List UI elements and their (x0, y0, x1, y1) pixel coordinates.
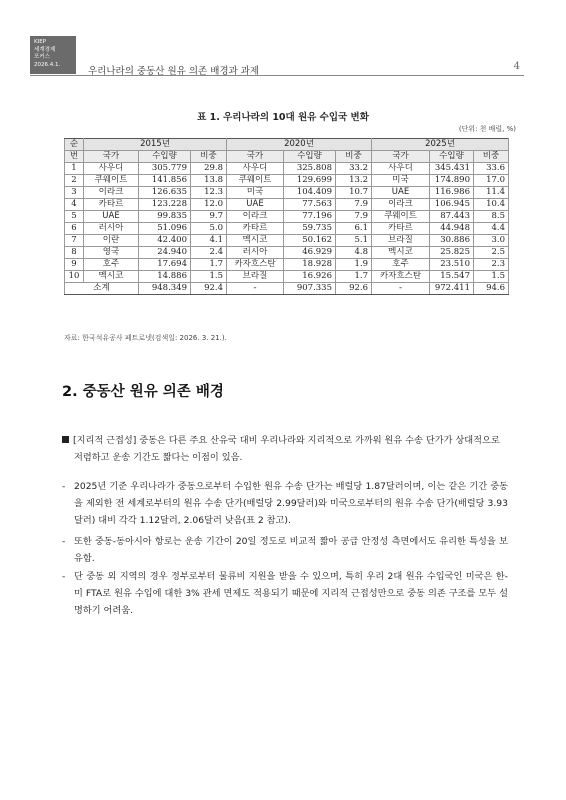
cell-share: 1.7 (191, 259, 227, 271)
cell-country: 호주 (372, 259, 430, 271)
cell-country: 카타르 (227, 223, 284, 235)
cell-rank: 10 (65, 271, 84, 283)
cell-volume: 44.948 (430, 223, 474, 235)
cell-rank: 5 (65, 211, 84, 223)
cell-share: 6.1 (336, 223, 372, 235)
table-row (65, 199, 509, 211)
table-row-total (65, 283, 509, 295)
cell-country: 멕시코 (372, 247, 430, 259)
publication-badge (30, 36, 76, 74)
cell-volume: 59.735 (284, 223, 336, 235)
cell-country: 미국 (227, 187, 284, 199)
cell-rank: 1 (65, 163, 84, 175)
cell-volume: 51.096 (139, 223, 191, 235)
dash-marker: - (62, 536, 66, 547)
cell-country: 쿠웨이트 (372, 211, 430, 223)
cell-share: 13.8 (191, 175, 227, 187)
cell-volume: 174.890 (430, 175, 474, 187)
cell-country: 브라질 (227, 271, 284, 283)
cell-share: 9.7 (191, 211, 227, 223)
bullet-text: 2025년 기준 우리나라가 중동으로부터 수입한 원유 수송 단가는 배럴당 1.87달러이며, 이는 같은 기간 중동을 제외한 전 세계로부터의 원유 수송 단가(배럴당 2.99달러)와 미국으로부터의 원유 수송 단가(배럴당 3.93 달러) 대비 각각 1.12달러, 2.06달러 낮음(표 2 참고). (74, 481, 508, 526)
cell-country: 호주 (84, 259, 139, 271)
cell-country: 영국 (84, 247, 139, 259)
cell-volume: 116.986 (430, 187, 474, 199)
cell-share: 1.5 (474, 271, 509, 283)
cell-country: - (372, 283, 430, 295)
cell-country: 사우디 (372, 163, 430, 175)
cell-share: 12.0 (191, 199, 227, 211)
cell-share: 10.4 (474, 199, 509, 211)
cell-share: 17.0 (474, 175, 509, 187)
cell-share: 1.9 (336, 259, 372, 271)
cell-volume: 305.779 (139, 163, 191, 175)
cell-volume: 23.510 (430, 259, 474, 271)
page-number: 4 (513, 61, 520, 72)
dash-marker: - (62, 481, 66, 492)
cell-volume: 123.228 (139, 199, 191, 211)
cell-volume: 99.835 (139, 211, 191, 223)
cell-country: 사우디 (227, 163, 284, 175)
cell-country: 카자흐스탄 (372, 271, 430, 283)
bullet-item (62, 568, 508, 619)
cell-volume: 50.162 (284, 235, 336, 247)
cell-country: 미국 (372, 175, 430, 187)
cell-volume: 25.825 (430, 247, 474, 259)
table-unit: (단위: 천 배럴, %) (458, 125, 516, 133)
year-header-2020: 2020년 (227, 139, 372, 151)
col-volume: 수입량 (139, 151, 191, 163)
cell-country: UAE (84, 211, 139, 223)
cell-share: 3.0 (474, 235, 509, 247)
table-row (65, 175, 509, 187)
cell-volume: 345.431 (430, 163, 474, 175)
cell-share: 4.8 (336, 247, 372, 259)
table-title: 표 1. 우리나라의 10대 원유 수입국 변화 (197, 112, 369, 123)
cell-rank: 3 (65, 187, 84, 199)
cell-volume: 972.411 (430, 283, 474, 295)
main-text: 중동은 다른 주요 산유국 대비 우리나라와 지리적으로 가까워 원유 수송 단가가 상대적으로 (136, 435, 500, 446)
bullet-item (62, 533, 508, 567)
table-row (65, 271, 509, 283)
cell-country: 쿠웨이트 (84, 175, 139, 187)
dash-marker: - (62, 571, 66, 582)
cell-country: 이라크 (84, 187, 139, 199)
main-paragraph (62, 432, 508, 466)
cell-country: 쿠웨이트 (227, 175, 284, 187)
cell-volume: 106.945 (430, 199, 474, 211)
cell-share: 5.0 (191, 223, 227, 235)
cell-share: 29.8 (191, 163, 227, 175)
cell-share: 92.6 (336, 283, 372, 295)
cell-country: 러시아 (84, 223, 139, 235)
table-row (65, 223, 509, 235)
cell-country: 이라크 (227, 211, 284, 223)
cell-volume: 77.563 (284, 199, 336, 211)
cell-share: 7.9 (336, 211, 372, 223)
cell-rank: 7 (65, 235, 84, 247)
cell-share: 92.4 (191, 283, 227, 295)
cell-share: 1.7 (336, 271, 372, 283)
cell-country: 이라크 (372, 199, 430, 211)
cell-share: 2.4 (191, 247, 227, 259)
cell-country: 카자흐스탄 (227, 259, 284, 271)
badge-line: 2026.4.1. (34, 61, 61, 68)
section-title: 2. 중동산 원유 의존 배경 (62, 384, 224, 400)
col-country: 국가 (84, 151, 139, 163)
cell-volume: 104.409 (284, 187, 336, 199)
cell-country: - (227, 283, 284, 295)
cell-volume: 948.349 (139, 283, 191, 295)
table-row (65, 163, 509, 175)
cell-volume: 42.400 (139, 235, 191, 247)
cell-country: 러시아 (227, 247, 284, 259)
cell-share: 33.2 (336, 163, 372, 175)
cell-share: 33.6 (474, 163, 509, 175)
cell-volume: 46.929 (284, 247, 336, 259)
table-row (65, 187, 509, 199)
cell-rank: 9 (65, 259, 84, 271)
badge-line: 포커스 (34, 54, 50, 60)
header-divider (30, 75, 524, 76)
cell-country: 사우디 (84, 163, 139, 175)
cell-country: 멕시코 (227, 235, 284, 247)
year-header-2015: 2015년 (84, 139, 227, 151)
cell-volume: 15.547 (430, 271, 474, 283)
cell-share: 11.4 (474, 187, 509, 199)
cell-volume: 129.699 (284, 175, 336, 187)
cell-volume: 30.886 (430, 235, 474, 247)
col-share: 비중 (191, 151, 227, 163)
cell-share: 2.3 (474, 259, 509, 271)
cell-country: UAE (227, 199, 284, 211)
cell-share: 7.9 (336, 199, 372, 211)
cell-share: 1.5 (191, 271, 227, 283)
col-country: 국가 (372, 151, 430, 163)
main-lead: [지리적 근접성] (73, 435, 137, 446)
rank-header: 순 (65, 139, 84, 151)
cell-volume: 87.443 (430, 211, 474, 223)
table-row (65, 235, 509, 247)
cell-share: 94.6 (474, 283, 509, 295)
cell-volume: 17.694 (139, 259, 191, 271)
bullet-text: 단 중동 외 지역의 경우 정부로부터 물류비 지원을 받을 수 있으며, 특히 우리 2대 원유 수입국인 미국은 한-미 FTA로 원유 수입에 대한 3% 관세 면제도 적용되기 때문에 지리적 근접성만으로 중동 의존 구조를 모두 설명하기 어려움. (74, 571, 508, 616)
bullet-item (62, 478, 508, 529)
cell-country: UAE (372, 187, 430, 199)
col-share: 비중 (474, 151, 509, 163)
table-source: 자료: 한국석유공사 페트로넷(검색일: 2026. 3. 21.). (64, 334, 227, 342)
rank-header: 번 (65, 151, 84, 163)
cell-rank: 6 (65, 223, 84, 235)
cell-share: 2.5 (474, 247, 509, 259)
cell-country: 브라질 (372, 235, 430, 247)
oil-import-table (64, 138, 509, 295)
cell-volume: 18.928 (284, 259, 336, 271)
cell-volume: 77.196 (284, 211, 336, 223)
table-row (65, 259, 509, 271)
table-row (65, 211, 509, 223)
badge-line: KIEP (34, 39, 47, 45)
col-share: 비중 (336, 151, 372, 163)
cell-rank: 2 (65, 175, 84, 187)
cell-rank: 4 (65, 199, 84, 211)
cell-share: 8.5 (474, 211, 509, 223)
cell-share: 4.1 (191, 235, 227, 247)
bullet-text: 또한 중동-동아시아 항로는 운송 기간이 20일 정도로 비교적 짧아 공급 안정성 측면에서도 유리한 특성을 보유함. (74, 536, 508, 564)
table-row (65, 247, 509, 259)
col-volume: 수입량 (430, 151, 474, 163)
cell-rank: 8 (65, 247, 84, 259)
cell-volume: 907.335 (284, 283, 336, 295)
cell-share: 5.1 (336, 235, 372, 247)
total-label: 소계 (65, 283, 139, 295)
main-text: 저렴하고 운송 기간도 짧다는 이점이 있음. (74, 452, 243, 463)
col-volume: 수입량 (284, 151, 336, 163)
running-header-title: 우리나라의 중동산 원유 의존 배경과 과제 (88, 66, 260, 77)
cell-volume: 126.635 (139, 187, 191, 199)
cell-country: 카타르 (372, 223, 430, 235)
cell-volume: 325.808 (284, 163, 336, 175)
year-header-2025: 2025년 (372, 139, 509, 151)
square-bullet-icon (62, 436, 69, 443)
cell-share: 12.3 (191, 187, 227, 199)
col-country: 국가 (227, 151, 284, 163)
cell-country: 카타르 (84, 199, 139, 211)
cell-volume: 141.856 (139, 175, 191, 187)
cell-volume: 14.886 (139, 271, 191, 283)
badge-line: 세계경제 (34, 46, 56, 53)
cell-volume: 24.940 (139, 247, 191, 259)
cell-volume: 16.926 (284, 271, 336, 283)
cell-country: 멕시코 (84, 271, 139, 283)
cell-share: 10.7 (336, 187, 372, 199)
cell-country: 이란 (84, 235, 139, 247)
cell-share: 4.4 (474, 223, 509, 235)
cell-share: 13.2 (336, 175, 372, 187)
